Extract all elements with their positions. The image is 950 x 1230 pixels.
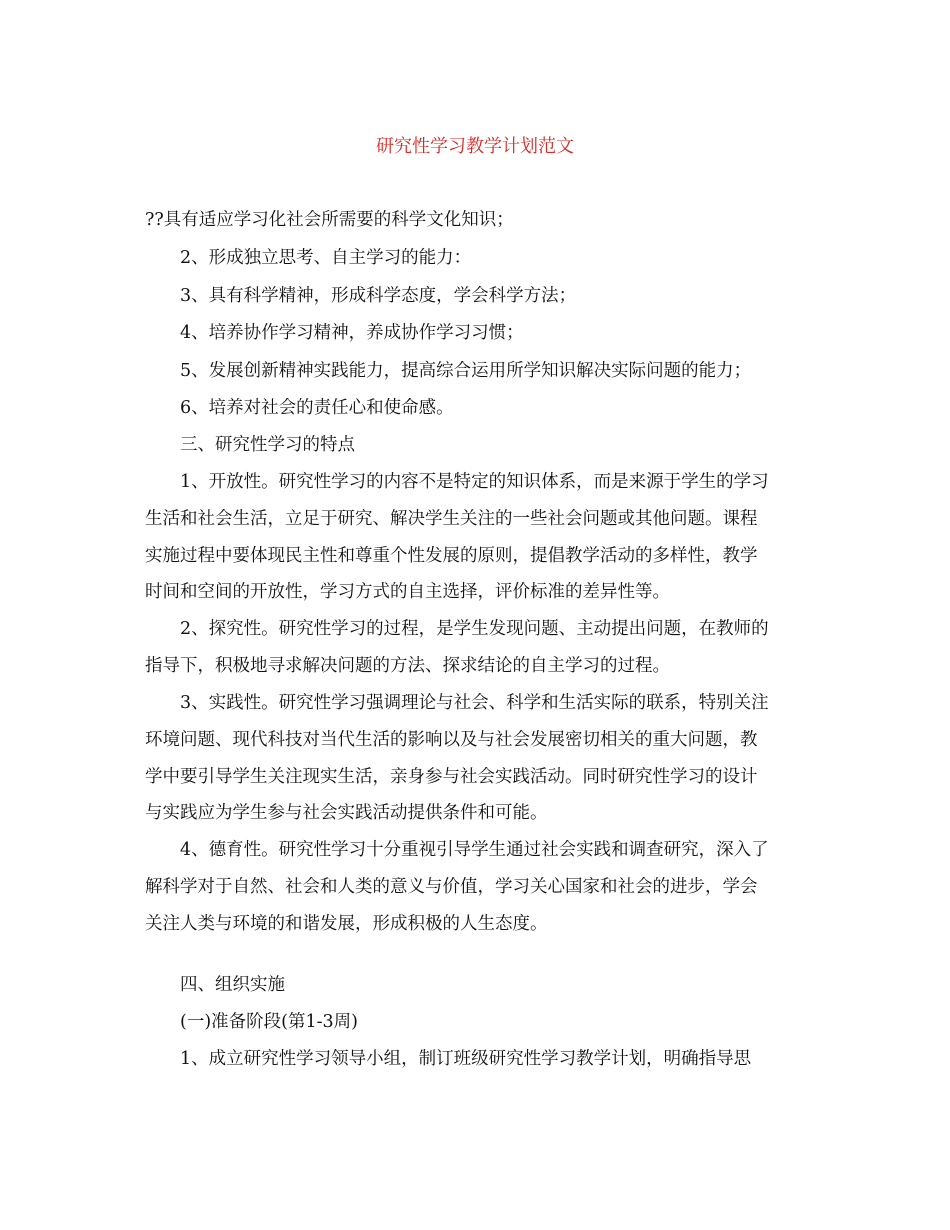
paragraph-line: ??具有适应学习化社会所需要的科学文化知识； xyxy=(145,210,514,230)
section-heading: 三、研究性学习的特点 xyxy=(180,435,355,455)
section-heading: 四、组织实施 xyxy=(180,975,285,995)
paragraph-line: 3、实践性。研究性学习强调理论与社会、科学和生活实际的联系，特别关注 xyxy=(180,693,769,713)
paragraph-line: 1、成立研究性学习领导小组，制订班级研究性学习教学计划，明确指导思 xyxy=(180,1049,752,1069)
paragraph-line: 解科学对于自然、社会和人类的意义与价值，学习关心国家和社会的进步，学会 xyxy=(145,877,758,897)
paragraph-line: 4、德育性。研究性学习十分重视引导学生通过社会实践和调查研究，深入了 xyxy=(180,840,769,860)
paragraph-line: 时间和空间的开放性，学习方式的自主选择，评价标准的差异性等。 xyxy=(145,582,670,602)
paragraph-line: 指导下，积极地寻求解决问题的方法、探求结论的自主学习的过程。 xyxy=(145,656,670,676)
paragraph-line: 6、培养对社会的责任心和使命感。 xyxy=(180,398,454,418)
paragraph-line: 5、发展创新精神实践能力，提高综合运用所学知识解决实际问题的能力； xyxy=(180,361,752,381)
paragraph-line: 4、培养协作学习精神，养成协作学习习惯； xyxy=(180,323,524,343)
paragraph-line: 3、具有科学精神，形成科学态度，学会科学方法； xyxy=(180,286,577,306)
paragraph-line: 1、开放性。研究性学习的内容不是特定的知识体系，而是来源于学生的学习 xyxy=(180,472,769,492)
paragraph-line: 生活和社会生活，立足于研究、解决学生关注的一些社会问题或其他问题。课程 xyxy=(145,509,758,529)
paragraph-line: 2、形成独立思考、自主学习的能力： xyxy=(180,248,472,268)
paragraph-line: 与实践应为学生参与社会实践活动提供条件和可能。 xyxy=(145,803,548,823)
paragraph-line: 2、探究性。研究性学习的过程，是学生发现问题、主动提出问题，在教师的 xyxy=(180,619,769,639)
paragraph-line: 学中要引导学生关注现实生活，亲身参与社会实践活动。同时研究性学习的设计 xyxy=(145,767,758,787)
paragraph-line: 关注人类与环境的和谐发展，形成积极的人生态度。 xyxy=(145,914,548,934)
paragraph-line: 环境问题、现代科技对当代生活的影响以及与社会发展密切相关的重大问题，教 xyxy=(145,730,758,750)
subsection-heading: (一)准备阶段(第1-3周) xyxy=(180,1012,358,1032)
document-title: 研究性学习教学计划范文 xyxy=(376,136,574,157)
paragraph-line: 实施过程中要体现民主性和尊重个性发展的原则，提倡教学活动的多样性，教学 xyxy=(145,546,758,566)
